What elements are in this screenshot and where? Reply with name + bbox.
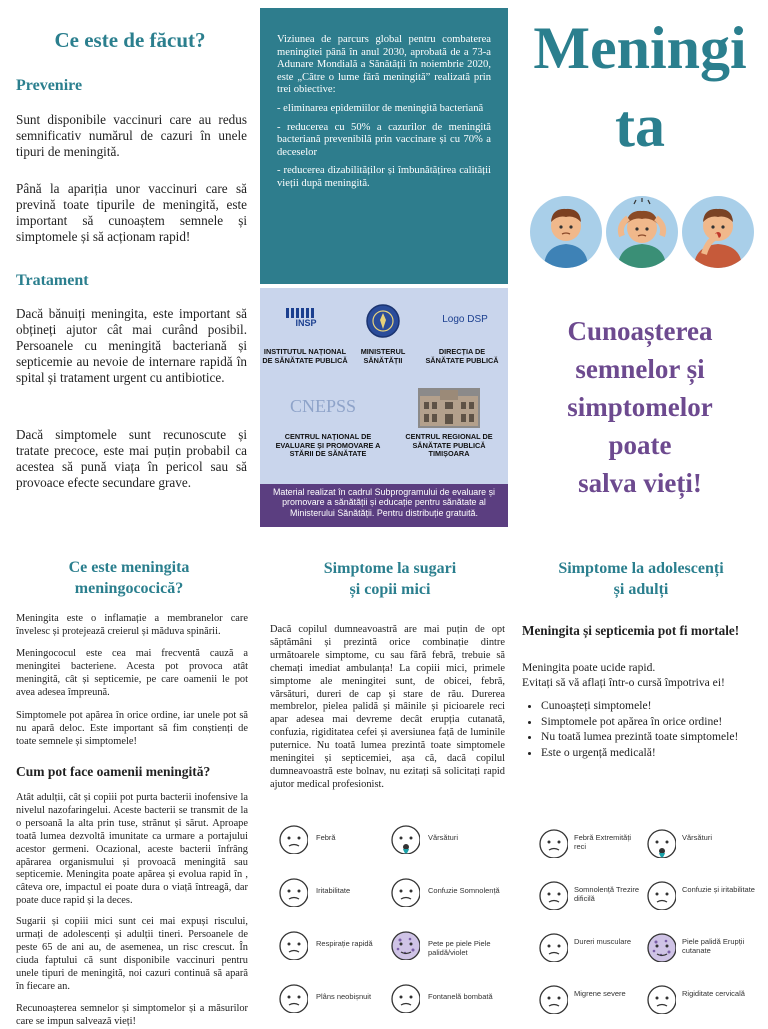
dsp-logo-placeholder: Logo DSP bbox=[442, 314, 488, 325]
adults-bullet: • Simptomele pot apărea în orice ordine! bbox=[541, 714, 756, 730]
adult-symptom-label: Febră Extremități reci bbox=[574, 833, 632, 851]
infant-symptom-face-icon bbox=[278, 930, 308, 960]
ministry-seal-icon bbox=[365, 303, 401, 339]
slogan-line-1: Cunoașterea bbox=[567, 316, 713, 346]
slogan-line-5: salva vieți! bbox=[578, 468, 702, 498]
cnepss-name: CENTRUL NAȚIONAL DE EVALUARE ȘI PROMOVARE A STĂRII DE SĂNĂTATE bbox=[275, 432, 381, 458]
slogan-line-3: simptomelor bbox=[567, 392, 713, 422]
kid-fever-illustration-icon bbox=[530, 196, 602, 268]
prevention-paragraph-1: Sunt disponibile vaccinuri care au redus semnificativ numărul de cazuri în unele tipuri de meningită. bbox=[16, 112, 247, 159]
infant-symptom-label: Iritabilitate bbox=[316, 886, 351, 895]
adults-bullet: • Cunoașteți simptomele! bbox=[541, 698, 756, 714]
adult-symptom-face-icon bbox=[538, 984, 568, 1014]
adults-title-line-1: Simptome la adolescenți bbox=[558, 560, 724, 577]
adult-symptom-label: Piele palidă Erupții cutanate bbox=[682, 937, 745, 955]
adults-bullet-list bbox=[520, 698, 756, 761]
meningococcal-paragraph-1: Meningita este o inflamație a membranelor care învelesc și protejează creierul și măduva spinării. bbox=[16, 613, 248, 637]
partner-logos-panel bbox=[260, 288, 508, 484]
adult-symptom-label: Vărsături bbox=[682, 833, 713, 842]
ministry-name: MINISTERUL SĂNĂTĂȚII bbox=[360, 347, 406, 365]
infant-symptom-label: Respirație rapidă bbox=[316, 939, 373, 948]
meningococcal-paragraph-6: Recunoașterea semnelor și simptomelor și a măsurilor care se impun salvează vieți! bbox=[16, 1003, 248, 1027]
treatment-heading: Tratament bbox=[16, 272, 89, 289]
infants-title bbox=[270, 558, 510, 600]
slogan-line-2: semnelor și bbox=[575, 354, 705, 384]
vision-box bbox=[260, 8, 508, 284]
prevention-paragraph-2: Până la apariția unor vaccinuri care să prevină toate tipurile de meningită, este important să cunoaștem semnele și simptomele și să acționam rapid! bbox=[16, 181, 247, 244]
adults-warning: Meningita și septicemia pot fi mortale! bbox=[522, 623, 740, 638]
adult-symptom-face-icon bbox=[538, 880, 568, 910]
infant-symptom-label: Plâns neobișnuit bbox=[316, 992, 372, 1001]
dsp-name: DIRECȚIA DE SĂNĂTATE PUBLICĂ bbox=[425, 347, 499, 365]
insp-name: INSTITUTUL NAȚIONAL DE SĂNĂTATE PUBLICĂ bbox=[262, 347, 348, 365]
meningococcal-paragraph-3: Simptomele pot apărea în orice ordine, iar unele pot să nu apară deloc. Este important să fim conștienți de toate semnele și simptomele! bbox=[16, 710, 248, 747]
insp-logo-mark: INSP bbox=[295, 318, 317, 328]
adult-symptom-label: Dureri musculare bbox=[574, 937, 632, 946]
infant-symptom-label: Vărsături bbox=[428, 833, 459, 842]
infants-title-line-1: Simptome la sugari bbox=[323, 560, 457, 577]
funding-note-band: Material realizat în cadrul Subprogramului de evaluare și promovare a sănătății și educație pentru sănătate al Ministerului Sănătății. Pentru distribuție gratuită. bbox=[260, 484, 508, 527]
adult-symptom-face-icon bbox=[646, 880, 676, 910]
vision-objective-1: - eliminarea epidemiilor de meningită bacteriană bbox=[277, 102, 484, 114]
adult-symptom-label: Rigiditate cervicală bbox=[682, 989, 745, 998]
adult-symptom-face-icon bbox=[646, 984, 676, 1014]
infant-symptom-label: Confuzie Somnolență bbox=[428, 886, 500, 895]
infants-paragraph: Dacă copilul dumneavoastră are mai puțin de opt săptămâni și prezintă orice combinație dintre următoarele simptome, cu sau fără febră, trebuie să chemați imediat ambulanța! La copiii mici, primele simptome ale meningitei sunt, de obicei, febră, vărsături, dureri de cap și stare de rău. Durerea membrelor, pielea palidă și mâinile și picioarele reci apar adesea mai devreme decât erupția cutanată, confuzia, rigiditatea cefei și aversiunea față de luminile puternice. Nu toată lumea prezintă toate simptomele meningitei și septicemiei, așa că, dacă copilul dumneavoastră este bolnav, nu ezitați să solicitați rapid ajutor medical profesionist. bbox=[270, 624, 505, 790]
adult-symptom-face-icon bbox=[646, 932, 676, 962]
infant-symptom-face-icon bbox=[390, 930, 420, 960]
meningococcal-title: Ce este meningita meningococică? bbox=[68, 559, 190, 597]
slogan-line-4: poate bbox=[608, 430, 672, 460]
cover-title-line-2: ta bbox=[615, 93, 665, 159]
adults-bullet: • Este o urgență medicală! bbox=[541, 745, 756, 761]
adult-symptom-face-icon bbox=[646, 828, 676, 858]
adults-bullet: • Nu toată lumea prezintă toate simptomele! bbox=[541, 729, 756, 745]
adult-symptom-label: Confuzie și iritabilitate bbox=[682, 885, 755, 894]
meningococcal-paragraph-5: Sugarii și copiii mici sunt cei mai expuși riscului, urmați de adolescenți și adulții tineri. Persoanele de peste 65 de ani au, de asemenea, un risc crescut. În ciuda faptului că sunt disponibile vaccinuri pentru unele tipuri de meningită, noi cazuri continuă să apară în fiecare an. bbox=[16, 916, 248, 992]
adults-line-1: Meningita poate ucide rapid. bbox=[522, 661, 656, 674]
kid-nosebleed-illustration-icon bbox=[682, 196, 754, 268]
adult-symptom-face-icon bbox=[538, 932, 568, 962]
adult-symptom-label: Somnolență Trezire dificilă bbox=[574, 885, 640, 903]
infant-symptom-face-icon bbox=[278, 983, 308, 1013]
adult-symptom-face-icon bbox=[538, 828, 568, 858]
adults-title bbox=[524, 558, 758, 600]
infant-symptom-label: Pete pe piele Piele palidă/violet bbox=[428, 939, 491, 957]
infant-symptom-face-icon bbox=[390, 824, 420, 854]
meningococcal-paragraph-2: Meningococul este cea mai frecventă cauză a meningitei bacteriene. Acesta pot provoca atât meningită, cât și septicemie, pe care oamenii le pot avea adesea împreună. bbox=[16, 648, 248, 698]
cover-slogan bbox=[530, 312, 750, 502]
infant-symptom-label: Febră bbox=[316, 833, 336, 842]
how-get-meningitis-heading: Cum pot face oamenii meningită? bbox=[16, 764, 211, 779]
infant-symptom-face-icon bbox=[278, 877, 308, 907]
adults-title-line-2: și adulți bbox=[613, 581, 669, 598]
infant-symptom-face-icon bbox=[390, 877, 420, 907]
crsp-building-icon bbox=[418, 388, 480, 428]
vision-objective-2: - reducerea cu 50% a cazurilor de meningită bacteriană prevenibilă prin vaccinare și cu 70% a deceselor bbox=[277, 121, 491, 158]
infant-symptom-face-icon bbox=[278, 824, 308, 854]
infant-symptom-face-icon bbox=[390, 983, 420, 1013]
treatment-paragraph-1: Dacă bănuiți meningita, este important să obțineți ajutor cât mai curând posibil. Persoanele cu meningită bacteriană și septicemie au nevoie de internare rapidă în spital și tratament urgent cu antibiotice. bbox=[16, 306, 247, 385]
adults-line-2: Evitați să vă aflați într-o cursă împotriva ei! bbox=[522, 676, 725, 689]
prevention-heading: Prevenire bbox=[16, 77, 83, 94]
crsp-name: CENTRUL REGIONAL DE SĂNĂTATE PUBLICĂ TIMIȘOARA bbox=[405, 432, 493, 458]
adult-symptom-label: Migrene severe bbox=[574, 989, 626, 998]
infant-symptom-label: Fontanelă bombată bbox=[428, 992, 493, 1001]
what-to-do-title: Ce este de făcut? bbox=[54, 28, 206, 52]
meningococcal-paragraph-4: Atât adulții, cât și copiii pot purta bacterii inofensive la nivelul nazofaringelui. Aceste bacterii se transmit de la o persoană la alta prin tuse, strănut și sărut. Aproape toată lumea dezvoltă imunitate ca urmare a portajului acestor germeni. Ocazional, aceste bacterii înfrâng apărarea organismului și provoacă meningită sau septicemie. Meningita poate apărea și evolua rapid în , câteva ore, impactul ei poate dura o viață întreagă, dar poate duce rapid și la deces. bbox=[16, 792, 248, 907]
cnepss-logo-mark: CNEPSS bbox=[289, 396, 357, 416]
vision-intro: Viziunea de parcurs global pentru combaterea meningitei până în anul 2030, aprobată de a 73-a Adunare Mondială a Sănătății în noiembrie 2020, este „Către o lume fără meningită” realizată prin trei obiective: bbox=[277, 34, 491, 96]
vision-objective-3: - reducerea dizabilităților și îmbunătățirea calității vieții după meningită. bbox=[277, 165, 491, 189]
infants-title-line-2: și copii mici bbox=[349, 581, 431, 598]
kid-headache-illustration-icon bbox=[606, 196, 678, 268]
cover-title-line-1: Meningi bbox=[533, 15, 747, 81]
treatment-paragraph-2: Dacă simptomele sunt recunoscute și tratate precoce, este mai puțin probabil ca acestea să pună viața în pericol sau să provoace efecte secundare grave. bbox=[16, 427, 247, 490]
